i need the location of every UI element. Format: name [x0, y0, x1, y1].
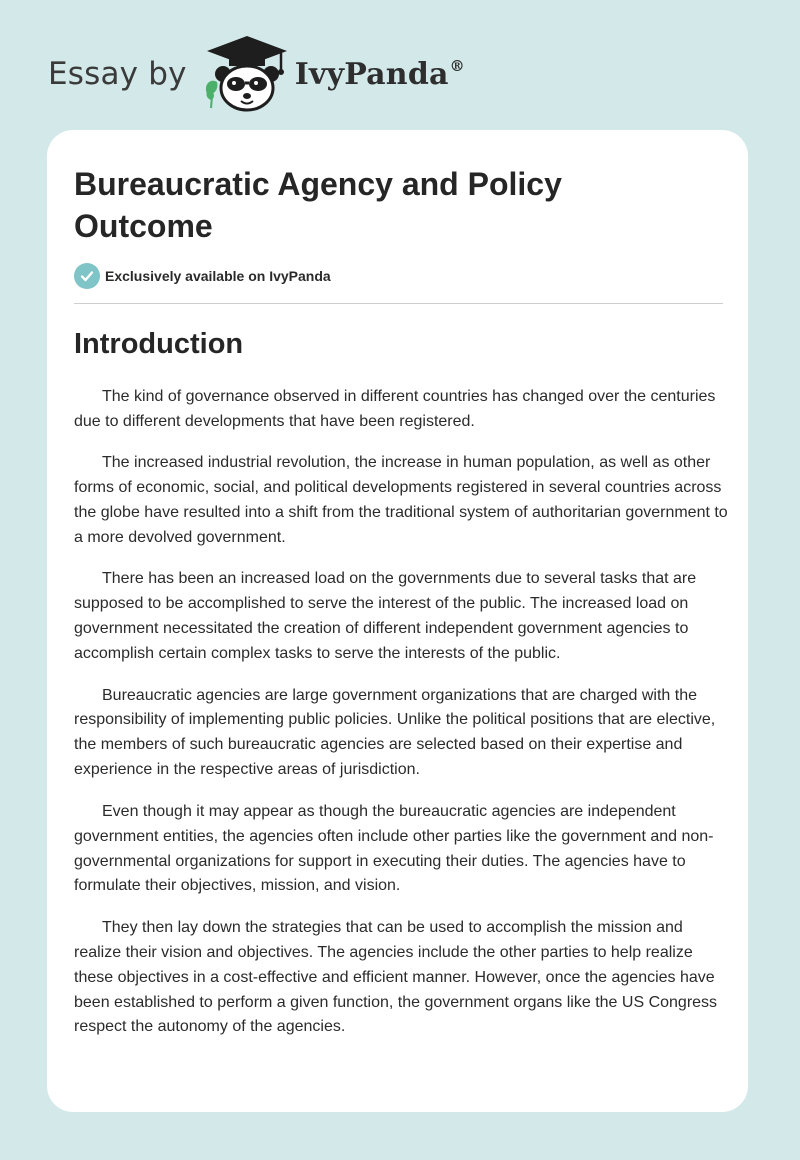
section-heading: Introduction	[74, 328, 244, 360]
essay-title: Bureaucratic Agency and Policy Outcome	[74, 166, 562, 244]
panda-graduate-icon[interactable]	[201, 34, 293, 114]
essay-by-label: Essay by	[48, 56, 187, 92]
exclusive-badge	[74, 263, 331, 289]
essay-card	[47, 130, 748, 1112]
paragraph: The increased industrial revolution, the increase in human population, as well as other forms of economic, social, and political developments registered in several countries across the globe have resulted into a shift from the traditional system of authoritarian government to a more devolved government.	[74, 454, 728, 547]
exclusive-badge-text: Exclusively available on IvyPanda	[105, 268, 331, 284]
brand-name[interactable]	[295, 57, 465, 92]
essay-body	[74, 385, 729, 1057]
paragraph: Even though it may appear as though the bureaucratic agencies are independent government entities, the agencies often include other parties like the government and non-governmental organizations for support in executing their duties. The agencies have to formulate their objectives, mission, and vision.	[74, 802, 714, 895]
paragraph: There has been an increased load on the governments due to several tasks that are supposed to be accomplished to serve the interest of the public. The increased load on government necessitated the creation of different independent government agencies to accomplish certain complex tasks to serve the interests of the public.	[74, 570, 697, 663]
site-header	[48, 34, 465, 114]
paragraph: Bureaucratic agencies are large government organizations that are charged with the responsibility of implementing public policies. Unlike the political positions that are elective, the members of such bureaucratic agencies are selected based on their expertise and experience in the respective areas of jurisdiction.	[74, 686, 716, 779]
check-circle-icon	[74, 263, 100, 289]
paragraph: They then lay down the strategies that can be used to accomplish the mission and realize their vision and objectives. The agencies include the other parties to help realize these objectives in a cost-effective and efficient manner. However, once the agencies have been established to perform a given function, the government organs like the US Congress respect the autonomy of the agencies.	[74, 918, 718, 1036]
brand-name-text: IvyPanda	[294, 56, 449, 92]
paragraph: The kind of governance observed in different countries has changed over the centuries due to different developments that have been registered.	[74, 388, 716, 430]
registered-mark: ®	[449, 56, 465, 75]
divider	[74, 303, 723, 304]
